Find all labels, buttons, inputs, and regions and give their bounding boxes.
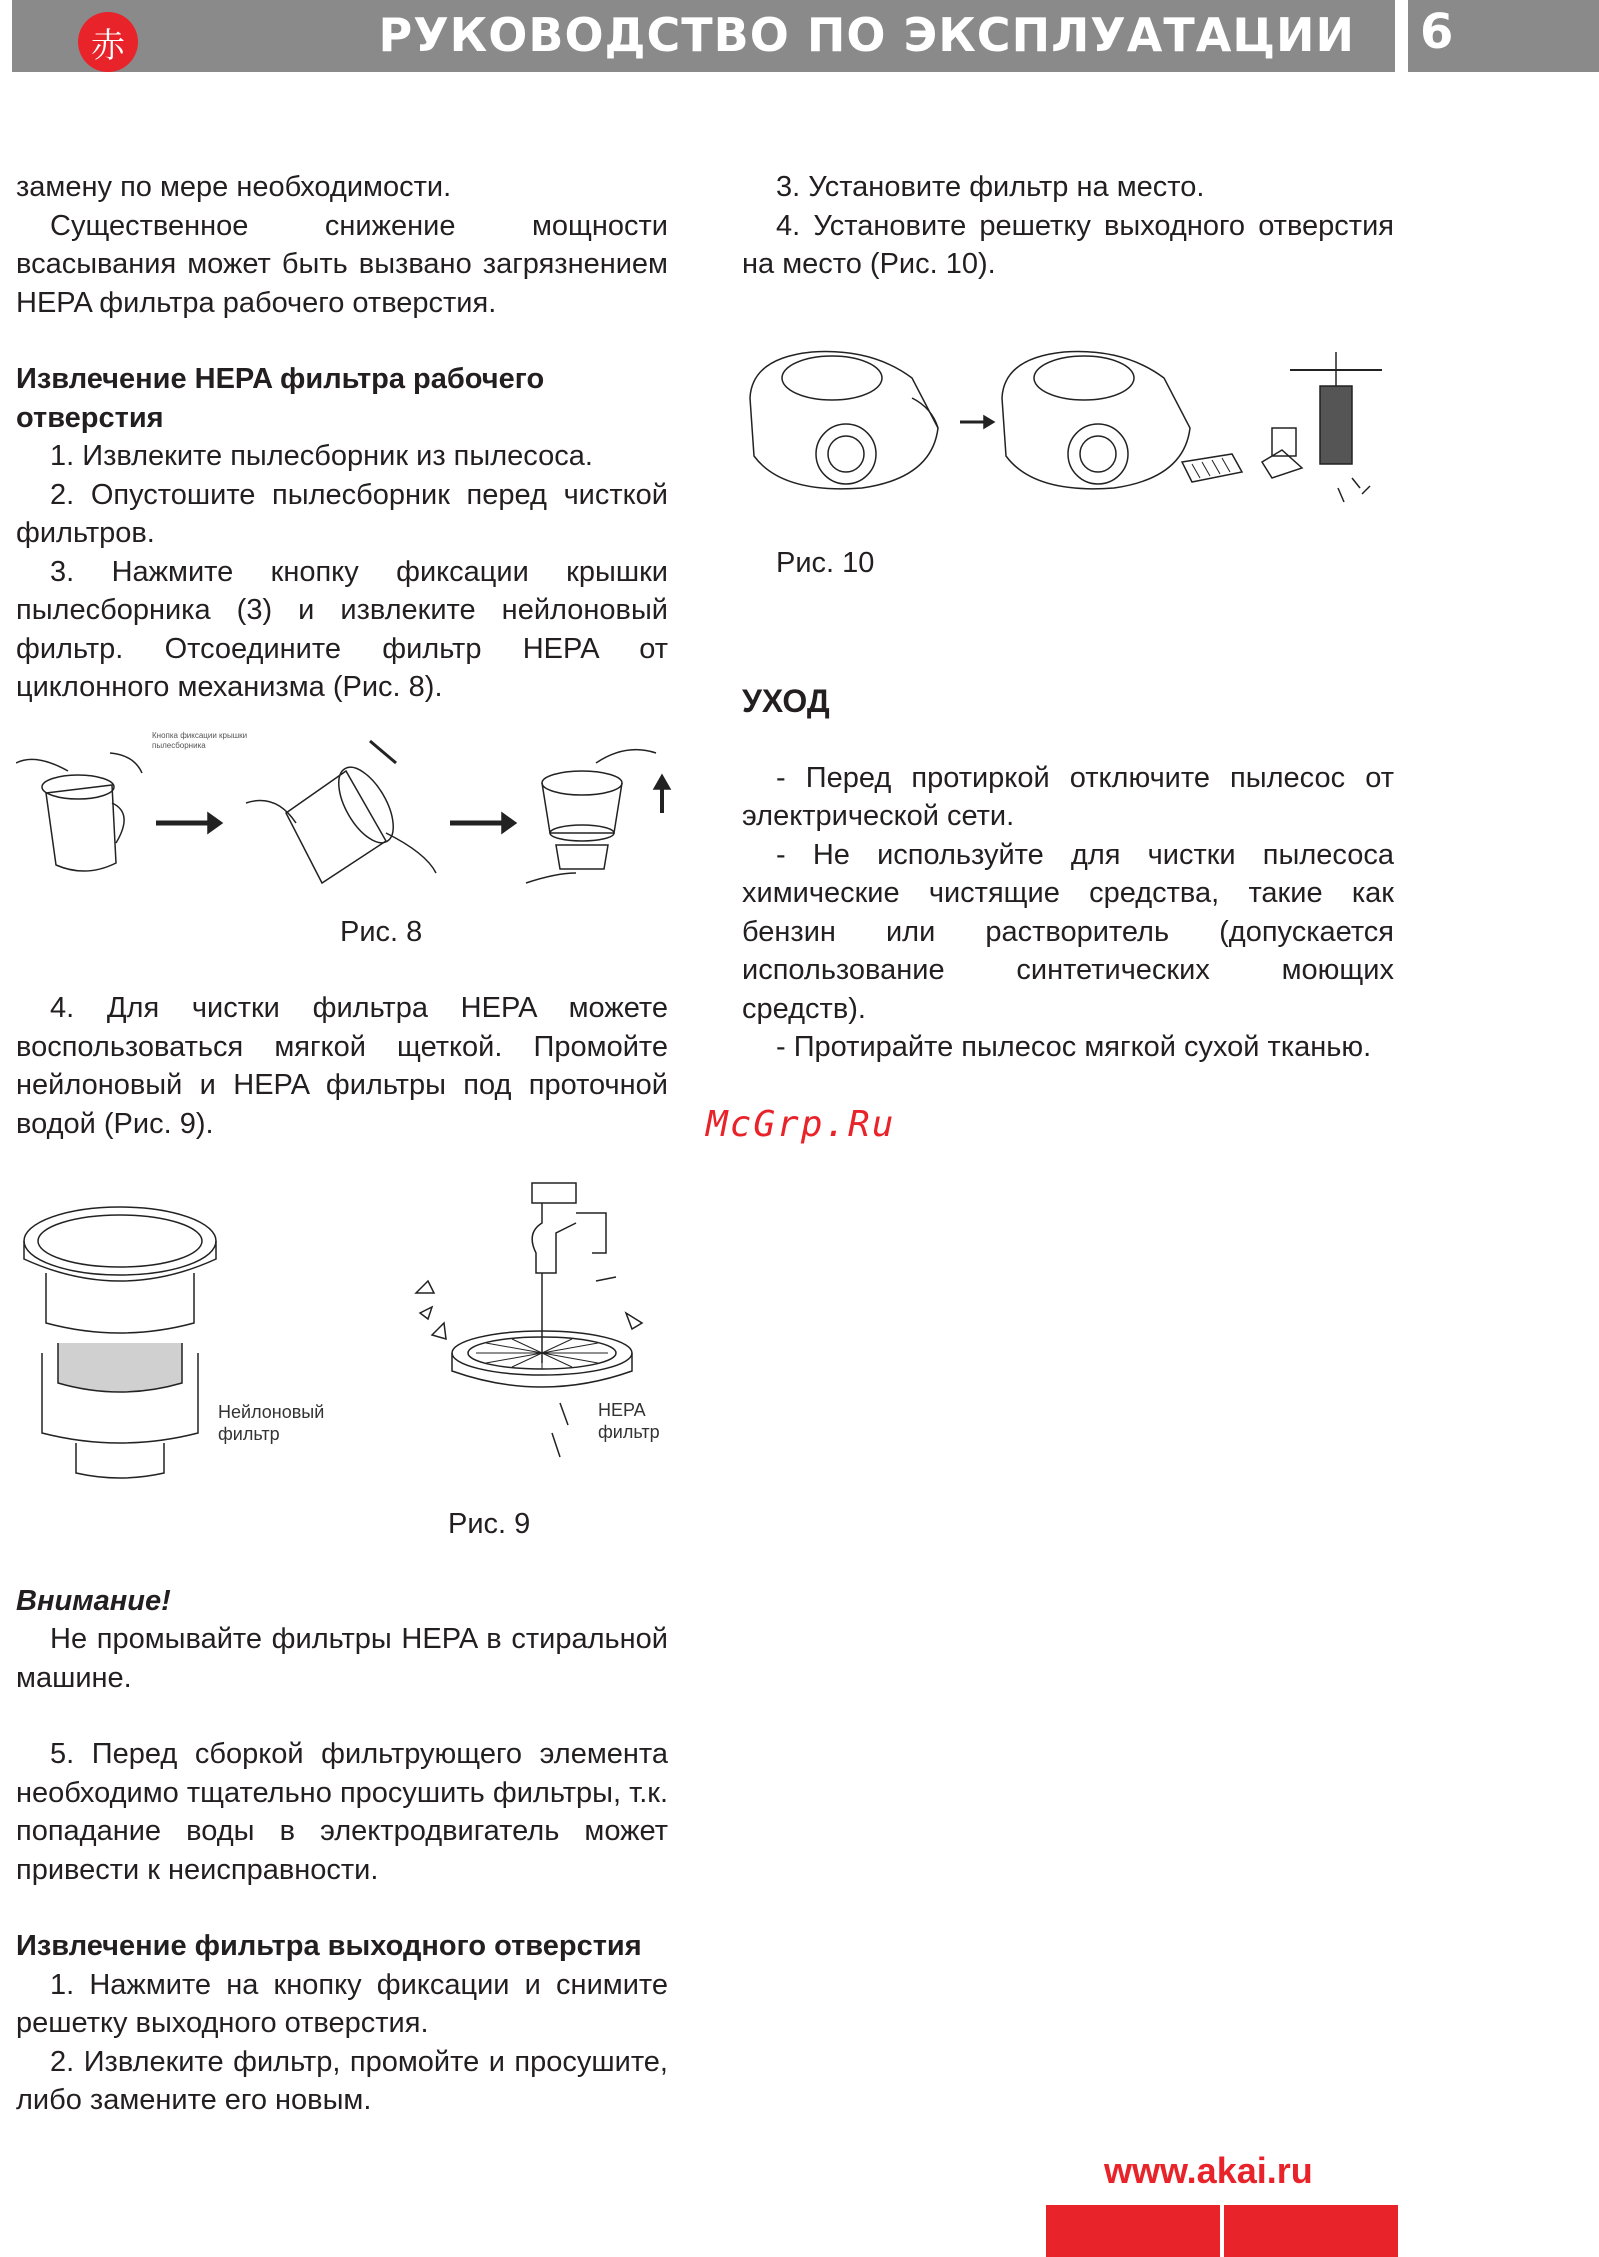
section-heading-outlet: Извлечение фильтра выходного отверстия — [16, 1930, 642, 1962]
care-item-1: - Перед протиркой отключите пылесос от электрической сети. — [742, 761, 1394, 832]
watermark: McGrp.Ru — [706, 1104, 896, 1145]
footer-website-link[interactable]: www.akai.ru — [1104, 2150, 1313, 2191]
page-title: РУКОВОДСТВО ПО ЭКСПЛУАТАЦИИ — [378, 8, 1355, 62]
figure-10 — [742, 338, 1394, 510]
page-number: 6 — [1420, 4, 1454, 60]
paragraph: замену по мере необходимости. — [16, 171, 452, 203]
figure-9-caption: Рис. 9 — [448, 1508, 531, 1540]
warning-text: Не промывайте фильтры HEPA в стиральной машине. — [16, 1623, 668, 1694]
care-item-3: - Протирайте пылесос мягкой сухой тканью. — [776, 1031, 1372, 1063]
akai-logo — [78, 12, 138, 72]
outlet-step-2: 2. Извлеките фильтр, промойте и просушите, либо замените его новым. — [16, 2045, 668, 2116]
left-column — [16, 168, 668, 2120]
figure-8-caption: Рис. 8 — [340, 915, 423, 948]
figure-8-label: Кнопка фиксации крышки пылесборника — [152, 730, 248, 750]
figure-9 — [16, 1163, 668, 1483]
warning-title: Внимание! — [16, 1584, 171, 1617]
header-bar — [12, 0, 1395, 72]
outlet-step-3: 3. Установите фильтр на место. — [776, 171, 1205, 203]
step-2: 2. Опустошите пылесборник перед чисткой фильтров. — [16, 478, 668, 549]
care-item-2: - Не используйте для чистки пылесоса химические чистящие средства, такие как бензин или растворитель (допускается использование синтетических моющих средств). — [742, 838, 1394, 1025]
figure-9-label-hepa: HEPA фильтр — [598, 1400, 660, 1442]
page-number-box — [1408, 0, 1599, 72]
footer-block — [1046, 2205, 1220, 2257]
figure-8 — [16, 723, 668, 899]
figure-9-illustration — [16, 1163, 676, 1483]
outlet-step-4: 4. Установите решетку выходного отверстия на место (Рис. 10). — [742, 209, 1394, 280]
right-column — [742, 168, 1394, 1067]
figure-10-illustration — [742, 338, 1402, 510]
figure-10-caption: Рис. 10 — [776, 546, 875, 579]
care-heading: УХОД — [742, 683, 830, 719]
footer-block — [1224, 2205, 1398, 2257]
step-1: 1. Извлеките пылесборник из пылесоса. — [50, 440, 593, 472]
figure-9-label-nylon: Нейлоновый фильтр — [218, 1402, 325, 1444]
paragraph: Существенное снижение мощности всасывания может быть вызвано загрязнением HEPA фильтра рабочего отверстия. — [16, 209, 668, 319]
figure-8-illustration — [16, 723, 676, 899]
step-3: 3. Нажмите кнопку фиксации крышки пылесборника (3) и извлеките нейлоновый фильтр. Отсоедините фильтр HEPA от циклонного механизма (Рис. 8). — [16, 555, 668, 703]
step-4: 4. Для чистки фильтра HEPA можете воспользоваться мягкой щеткой. Промойте нейлоновый и HEPA фильтры под проточной водой (Рис. 9). — [16, 992, 668, 1140]
logo-glyph: 赤 — [91, 25, 125, 66]
section-heading-hepa: Извлечение HEPA фильтра рабочего отверстия — [16, 363, 545, 434]
outlet-step-1: 1. Нажмите на кнопку фиксации и снимите решетку выходного отверстия. — [16, 1968, 668, 2039]
step-5: 5. Перед сборкой фильтрующего элемента необходимо тщательно просушить фильтры, т.к. попадание воды в электродвигатель может привести к неисправности. — [16, 1738, 668, 1886]
